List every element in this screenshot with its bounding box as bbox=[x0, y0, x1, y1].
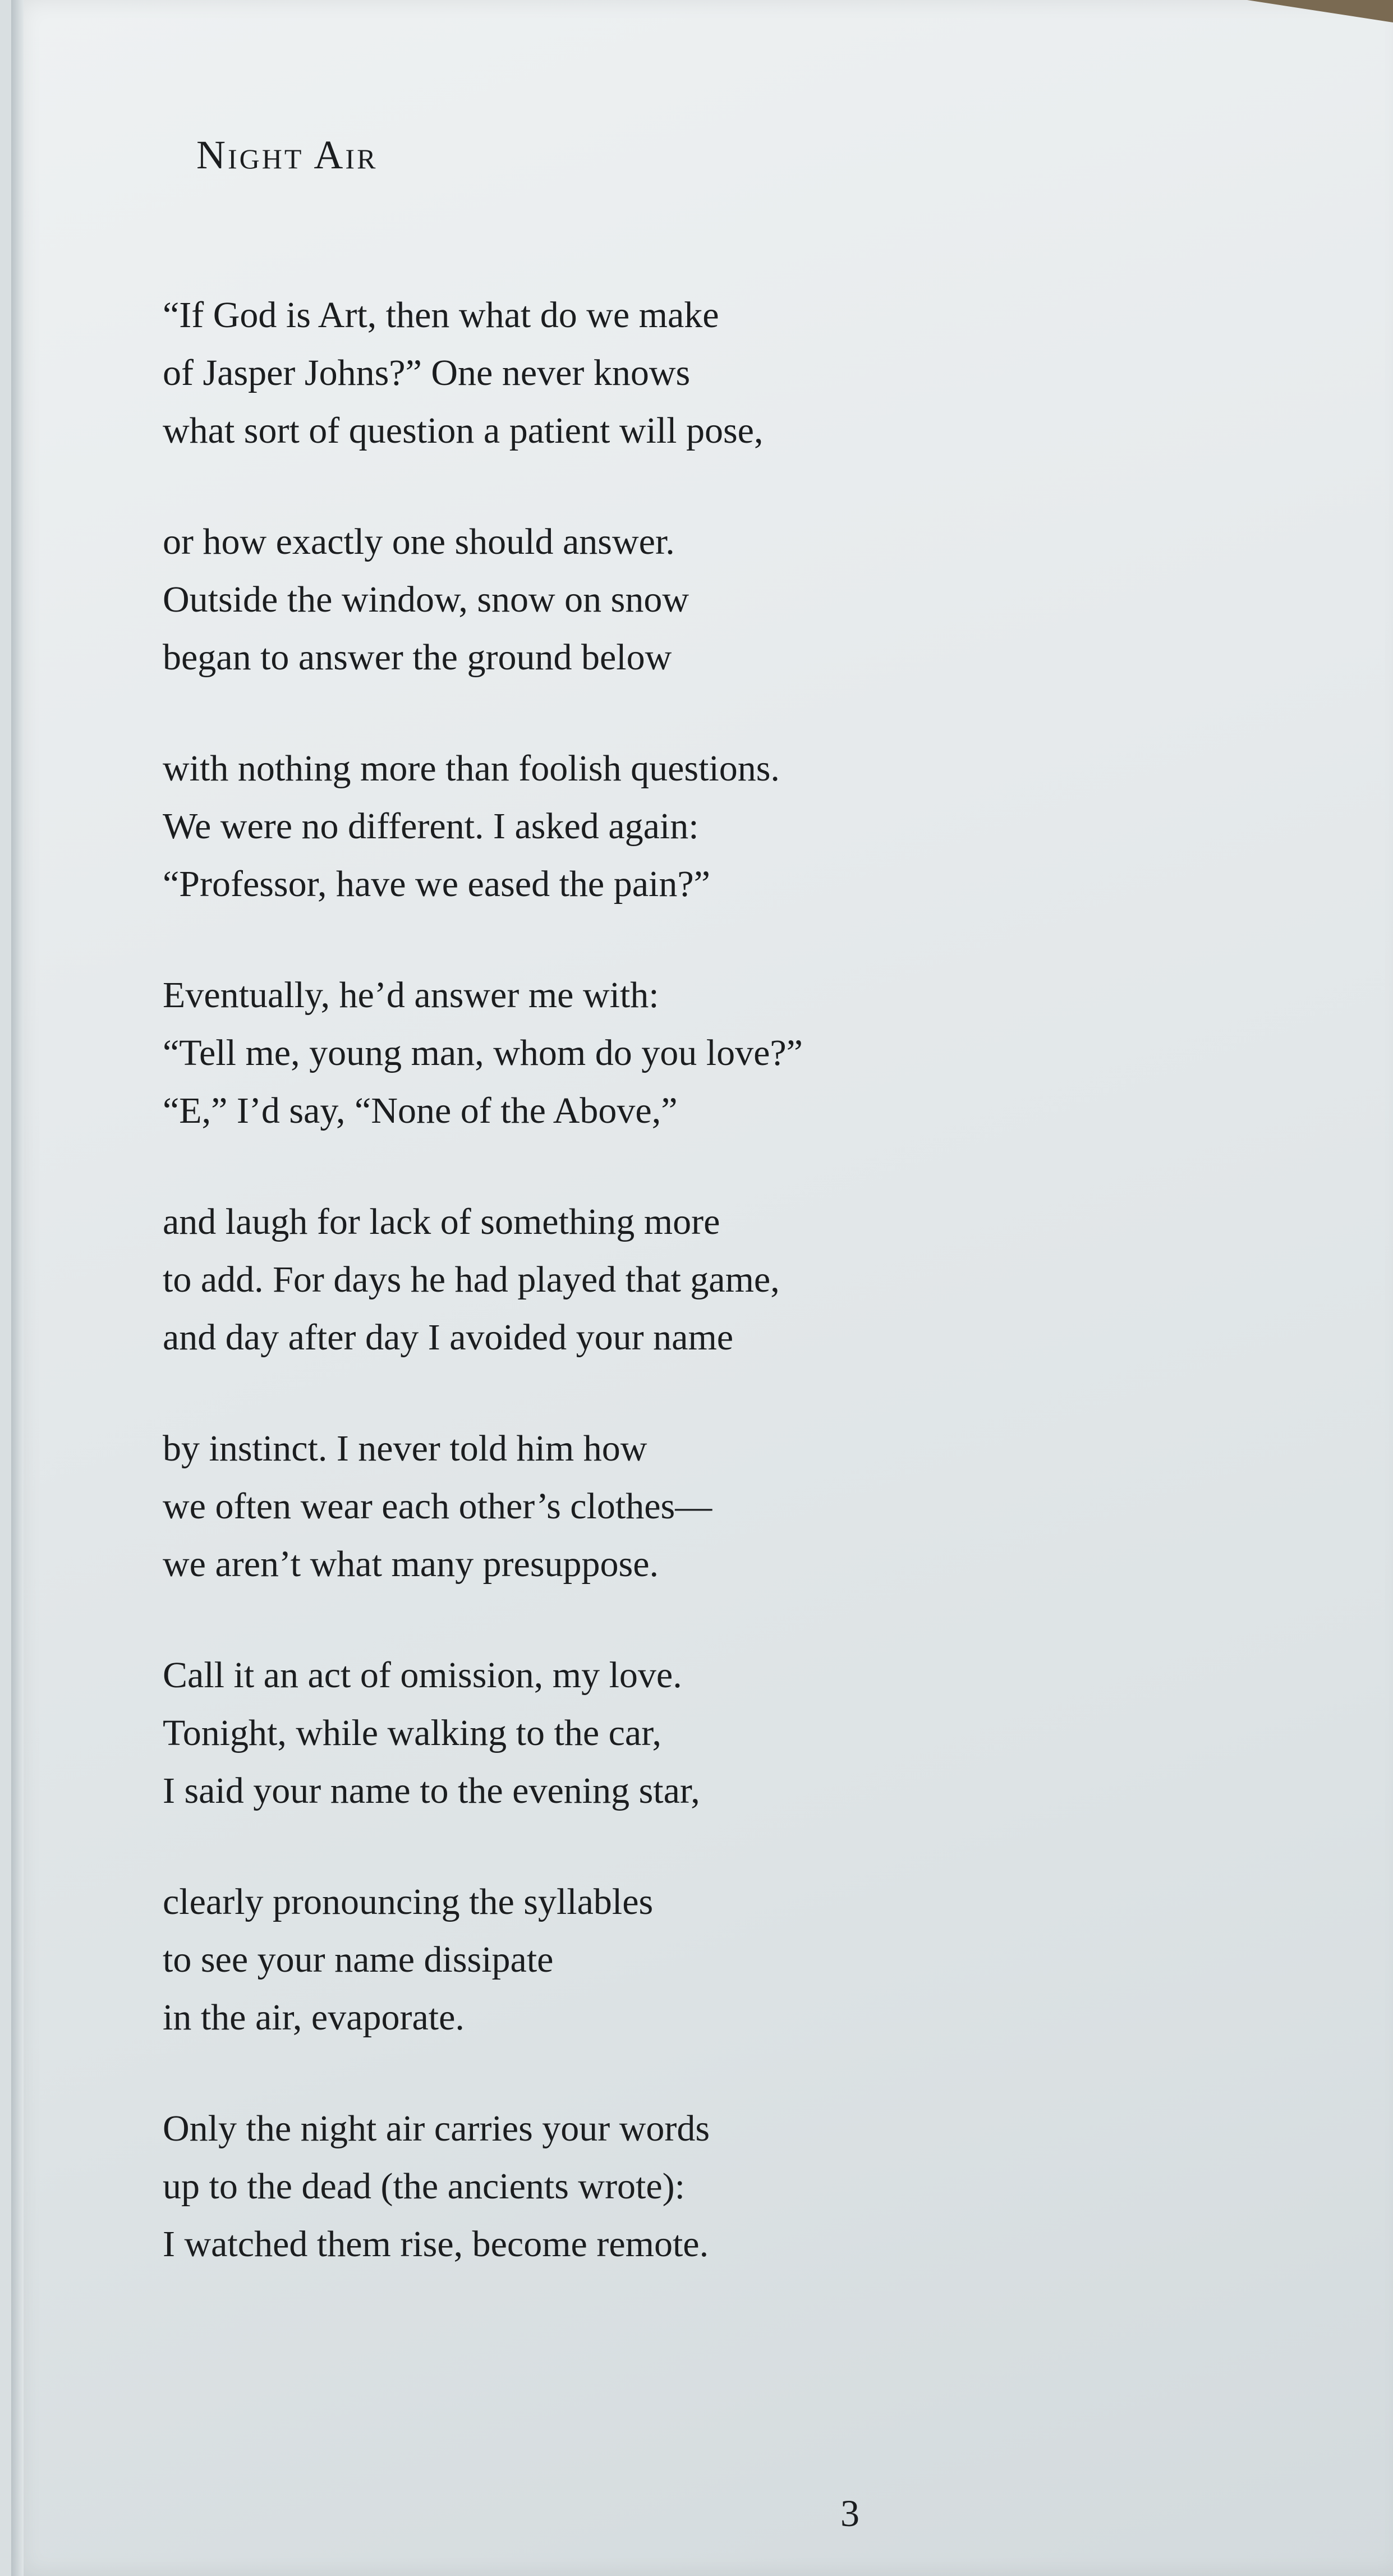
poem-line: I watched them rise, become remote. bbox=[163, 2224, 709, 2265]
poem-line: Tonight, while walking to the car, bbox=[163, 1712, 662, 1753]
poem-line: up to the dead (the ancients wrote): bbox=[163, 2166, 685, 2207]
stanza bbox=[163, 1193, 1116, 1366]
background-corner bbox=[1247, 0, 1393, 22]
poem-line: “Tell me, young man, whom do you love?” bbox=[163, 1032, 803, 1073]
poem-line: Call it an act of omission, my love. bbox=[163, 1655, 682, 1696]
page-number: 3 bbox=[840, 2492, 859, 2534]
poem-line: in the air, evaporate. bbox=[163, 1997, 465, 2038]
page-spine-shadow bbox=[11, 0, 24, 2576]
stanza bbox=[163, 1646, 1116, 1820]
poem-line: I said your name to the evening star, bbox=[163, 1770, 700, 1811]
poem-line: began to answer the ground below bbox=[163, 637, 672, 678]
poem-line: with nothing more than foolish questions. bbox=[163, 748, 780, 789]
poem-line: or how exactly one should answer. bbox=[163, 521, 675, 562]
poem-line: Eventually, he’d answer me with: bbox=[163, 975, 659, 1016]
poem-line: clearly pronouncing the syllables bbox=[163, 1881, 654, 1922]
stanza bbox=[163, 286, 1116, 460]
poem-line: “Professor, have we eased the pain?” bbox=[163, 864, 710, 904]
poem-line: Only the night air carries your words bbox=[163, 2108, 710, 2149]
stanza bbox=[163, 513, 1116, 686]
poem-line: and day after day I avoided your name bbox=[163, 1317, 734, 1358]
poem-line: We were no different. I asked again: bbox=[163, 806, 699, 847]
poem-line: “If God is Art, then what do we make bbox=[163, 295, 719, 336]
poem-line: of Jasper Johns?” One never knows bbox=[163, 352, 691, 393]
poem-line: Outside the window, snow on snow bbox=[163, 579, 689, 620]
poem-line: we often wear each other’s clothes— bbox=[163, 1486, 712, 1527]
poem-title: Night Air bbox=[196, 132, 378, 177]
poem-line: by instinct. I never told him how bbox=[163, 1428, 647, 1469]
stanza bbox=[163, 966, 1116, 1140]
poem-line: and laugh for lack of something more bbox=[163, 1201, 720, 1242]
stanza bbox=[163, 740, 1116, 913]
poem-line: to add. For days he had played that game, bbox=[163, 1259, 780, 1300]
poem-line: what sort of question a patient will pose, bbox=[163, 410, 764, 451]
stanza bbox=[163, 2100, 1116, 2273]
poem-line: we aren’t what many presuppose. bbox=[163, 1544, 659, 1585]
poem-body bbox=[163, 286, 1116, 2326]
stanza bbox=[163, 1420, 1116, 1593]
poem-line: to see your name dissipate bbox=[163, 1939, 554, 1980]
book-page bbox=[11, 0, 1393, 2576]
poem-line: “E,” I’d say, “None of the Above,” bbox=[163, 1090, 678, 1131]
stanza bbox=[163, 1873, 1116, 2046]
